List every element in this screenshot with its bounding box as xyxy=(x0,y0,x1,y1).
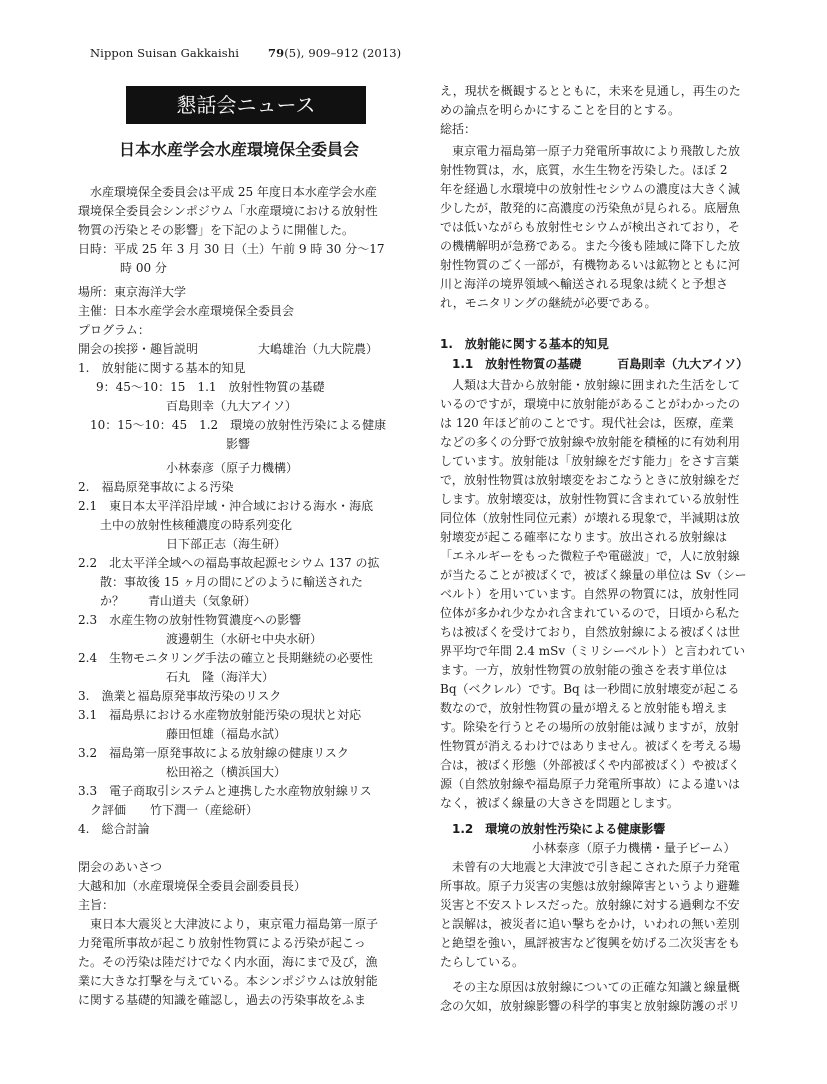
text-line: 2.4 生物モニタリング手法の確立と長期継続の必要性 xyxy=(78,651,373,665)
text-line: と誤解は，被災者に追い撃ちをかけ，いわれの無い差別 xyxy=(440,917,740,931)
text-line: 小林泰彦（原子力機構・量子ビーム） xyxy=(532,841,736,855)
text-line: 1.1 放射性物質の基礎 百島則幸（九大アイソ） xyxy=(452,357,749,371)
text-line: その主な原因は放射線についての正確な知識と線量概 xyxy=(452,980,740,994)
text-line: は 120 年ほど前のことです。現代社会は，医療，産業 xyxy=(440,416,734,430)
text-line: 大越和加（水産環境保全委員会副委員長） xyxy=(78,879,307,893)
text-line: 業に大きな打撃を与えている。本シンポジウムは放射能 xyxy=(78,974,378,988)
text-line: 10：15～10：45 1.2 環境の放射性汚染による健康 xyxy=(90,418,387,432)
text-line: か？ 青山道夫（気象研） xyxy=(100,594,257,608)
text-line: 東京電力福島第一原子力発電所事故により飛散した放 xyxy=(452,144,741,158)
text-line: 少したが，散発的に高濃度の汚染魚が見られる。底層魚 xyxy=(440,201,741,215)
text-line: に関する基礎的知識を確認し，過去の汚染事故をふま xyxy=(78,993,367,1007)
text-line: 日下部正志（海生研） xyxy=(166,537,287,551)
text-line: 所事故。原子力災害の実態は放射線障害というより避難 xyxy=(440,879,741,893)
text-line: プログラム： xyxy=(78,323,150,337)
text-line: 未曾有の大地震と大津波で引き起こされた原子力発電 xyxy=(452,860,741,874)
text-line: 石丸 隆（海洋大） xyxy=(166,670,275,684)
text-line: 数なので，放射性物質の量が増えると放射能も増えま xyxy=(440,701,728,715)
text-line: 3.2 福島第一原発事故による放射線の健康リスク xyxy=(78,746,349,760)
text-line: 9：45～10：15 1.1 放射性物質の基礎 xyxy=(96,380,325,394)
text-line: 環境保全委員会シンポジウム「水産環境における放射性 xyxy=(78,204,378,218)
text-line: 射壊変が起こる確率になります。放出される放射線は xyxy=(440,530,728,544)
text-line: しています。放射能は「放射線をだす能力」をさす言葉 xyxy=(440,454,740,468)
text-line: 同位体（放射性同位元素）が壊れる現象で，半減期は放 xyxy=(440,511,740,525)
text-line: 百島則幸（九大アイソ） xyxy=(166,399,297,413)
text-line: ます。一方，放射性物質の放射能の強さを表す単位は xyxy=(440,663,728,677)
text-line: なく，被ばく線量の大きさを問題とします。 xyxy=(440,796,679,810)
text-line: 4. 総合討論 xyxy=(78,822,150,836)
text-line: 射性物質は，水，底質，水生生物を汚染した。ほぼ 2 xyxy=(440,163,728,177)
text-line: す。除染を行うとその場所の放射能は減りますが，放射 xyxy=(440,720,740,734)
text-line: 主旨： xyxy=(78,898,115,912)
text-line: 2.2 北太平洋全域への福島事故起源セシウム 137 の拡 xyxy=(78,556,380,570)
text-line: 「エネルギーをもった微粒子や電磁波」で，人に放射線 xyxy=(440,549,740,563)
text-line: 開会の挨拶・趣旨説明 大嶋雄治（九大院農） xyxy=(78,342,379,356)
text-line: が当たることが被ばくで，被ばく線量の単位は Sv（シー xyxy=(440,568,747,582)
text-line: 水産環境保全委員会は平成 25 年度日本水産学会水産 xyxy=(90,185,377,199)
text-line: ク評価 竹下潤一（産総研） xyxy=(90,803,259,817)
text-line: いるのですが，環境中に放射能があることがわかったの xyxy=(440,397,741,411)
news-label-banner: 懇話会ニュース xyxy=(126,86,366,124)
text-line: 時 00 分 xyxy=(120,261,167,275)
text-line: 性物質が消えるわけではありません。被ばくを考える場 xyxy=(440,739,741,753)
text-line: 総括： xyxy=(440,122,477,136)
text-line: 1. 放射能に関する基本的知見 xyxy=(78,361,246,375)
text-line: 主催：日本水産学会水産環境保全委員会 xyxy=(78,304,295,318)
text-line: 2.3 水産生物の放射性物質濃度への影響 xyxy=(78,613,302,627)
text-line: 射性物質のごく一部が，有機物あるいは鉱物とともに河 xyxy=(440,258,741,272)
text-line: 年を経過し水環境中の放射性セシウムの濃度は大きく減 xyxy=(440,182,740,196)
text-line: 川と海洋の境界領域へ輸送される現象は続くと予想さ xyxy=(440,277,729,291)
journal-name: Nippon Suisan Gakkaishi xyxy=(90,46,240,60)
text-line: 影響 xyxy=(226,437,251,451)
text-line: 東日本大震災と大津波により，東京電力福島第一原子 xyxy=(90,917,379,931)
text-line: 閉会のあいさつ xyxy=(78,860,163,874)
text-line: 力発電所事故が起こり放射性物質による汚染が起こっ xyxy=(78,936,366,950)
issue-pages: (5), 909–912 (2013) xyxy=(284,46,402,60)
text-line: れ，モニタリングの継続が必要である。 xyxy=(440,296,657,310)
volume-number: 79 xyxy=(268,46,285,60)
text-line: 場所：東京海洋大学 xyxy=(78,285,187,299)
text-line: 界平均で年間 2.4 mSv（ミリシーベルト）と言われてい xyxy=(440,644,746,658)
text-line: 3.3 電子商取引システムと連携した水産物放射線リス xyxy=(78,784,372,798)
text-line: たらしている。 xyxy=(440,955,525,969)
text-line: 位体が多かれ少なかれ含まれているので，日頃から私た xyxy=(440,606,740,620)
text-line: 3. 漁業と福島原発事故汚染のリスク xyxy=(78,689,282,703)
text-line: 合は，被ばく形態（外部被ばくや内部被ばく）や被ばく xyxy=(440,758,741,772)
text-line: 土中の放射性核種濃度の時系列変化 xyxy=(100,518,293,532)
text-line: 藤田恒雄（福島水試） xyxy=(166,727,287,741)
text-line: 源（自然放射線や福島原子力発電所事故）による違いは xyxy=(440,777,741,791)
text-line: Bq（ベクレル）です。Bq は一秒間に放射壊変が起こる xyxy=(440,682,740,696)
text-line: などの多くの分野で放射線や放射能を積極的に有効利用 xyxy=(440,435,741,449)
text-line: 2.1 東日本太平洋沿岸域・沖合域における海水・海底 xyxy=(78,499,374,513)
running-header xyxy=(90,44,402,63)
volume-info xyxy=(268,44,401,63)
text-line: では低いながらも放射性セシウムが検出されており，そ xyxy=(440,220,740,234)
text-line: 1. 放射能に関する基本的知見 xyxy=(440,337,609,351)
text-line: と絶望を強い，風評被害など復興を妨げる二次災害をも xyxy=(440,936,741,950)
text-line: 散：事故後 15 ヶ月の間にどのように輸送された xyxy=(100,575,363,589)
text-line: 念の欠如，放射線影響の科学的事実と放射線防護のポリ xyxy=(440,999,741,1013)
text-line: 松田裕之（横浜国大） xyxy=(166,765,287,779)
text-line: します。放射壊変は，放射性物質に含まれている放射性 xyxy=(440,492,740,506)
text-line: で，放射性物質は放射壊変をおこなうときに放射線をだ xyxy=(440,473,740,487)
text-line: 3.1 福島県における水産物放射能汚染の現状と対応 xyxy=(78,708,362,722)
text-line: 日時：平成 25 年 3 月 30 日（土）午前 9 時 30 分～17 xyxy=(78,242,385,256)
text-line: 1.2 環境の放射性汚染による健康影響 xyxy=(452,822,666,836)
text-line: 人類は大昔から放射能・放射線に囲まれた生活をして xyxy=(452,378,741,392)
text-line: 小林泰彦（原子力機構） xyxy=(166,461,299,475)
text-line: 災害と不安ストレスだった。放射線に対する過剰な不安 xyxy=(440,898,740,912)
text-line: の機構解明が急務である。また今後も陸域に降下した放 xyxy=(440,239,741,253)
text-line: た。その汚染は陸だけでなく内水面，海にまで及び，漁 xyxy=(78,955,378,969)
text-line: 2. 福島原発事故による汚染 xyxy=(78,480,234,494)
text-line: ちは被ばくを受けており，自然放射線による被ばくは世 xyxy=(440,625,741,639)
text-line: 物質の汚染とその影響」を下記のように開催した。 xyxy=(78,223,355,237)
text-line: 渡邊朝生（水研セ中央水研） xyxy=(166,632,323,646)
text-line: ベルト）を用いています。自然界の物質には，放射性同 xyxy=(440,587,740,601)
text-line: めの論点を明らかにすることを目的とする。 xyxy=(440,103,681,117)
committee-title: 日本水産学会水産環境保全委員会 xyxy=(118,140,359,159)
text-line: え，現状を概観するとともに，未来を見通し，再生のた xyxy=(440,84,741,98)
